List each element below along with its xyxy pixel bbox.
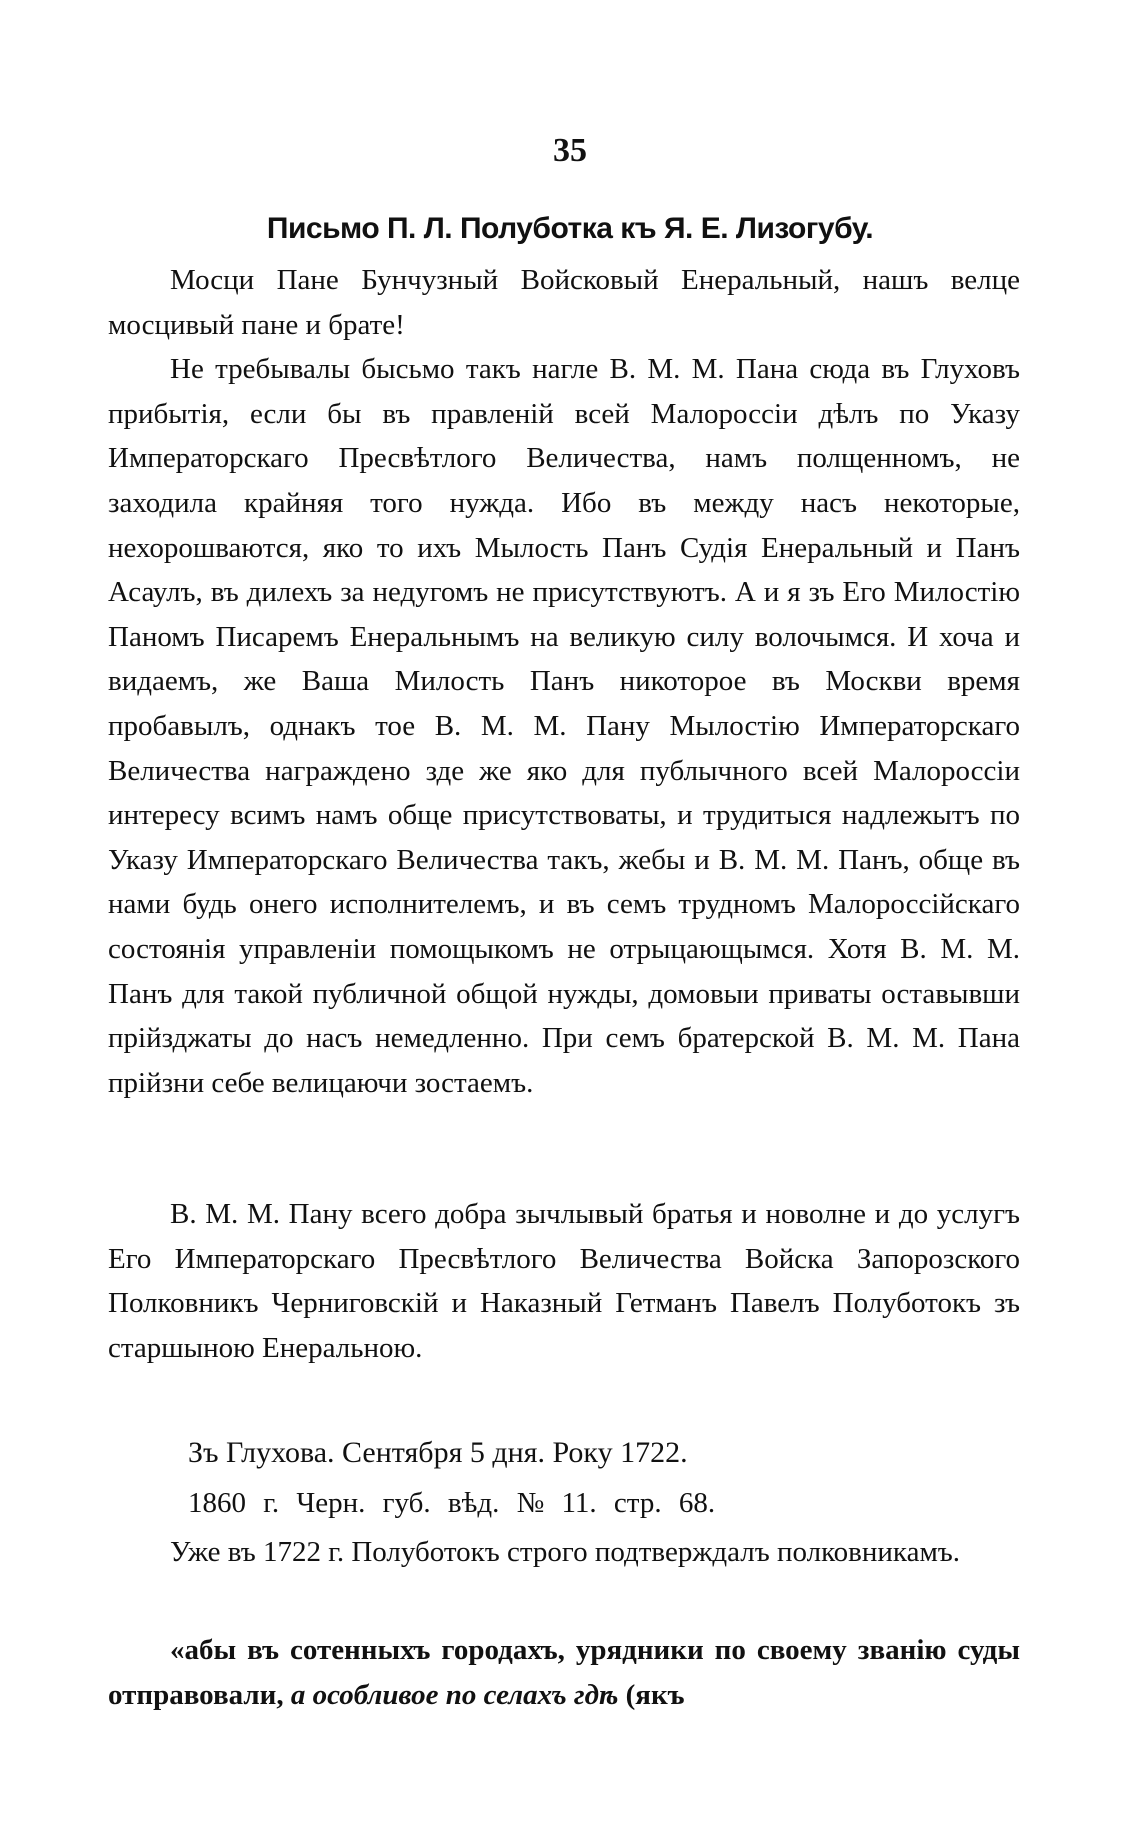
letter-text [108,258,1020,1105]
commentary-paragraph [108,1530,1020,1575]
quote-italic: а особливое по селахъ гдѣ [290,1678,619,1711]
letter-salutation: Мосци Пане Бунчузный Войсковый Енеральный, нашъ велце мосцивый пане и брате! [108,264,1020,341]
letter-body: Не требывалы бысьмо такъ нагле В. М. М. Пана сюда въ Глуховъ прибытія, если бы въ правленій всей Малороссіи дѣлъ по Указу Императорскаго Пресвѣтлого Величества, намъ полщенномъ, не заходила крайняя того нужда. Ибо въ между насъ некоторые, нехорошваются, яко то ихъ Мылость Панъ Судія Енеральный и Панъ Асаулъ, въ дилехъ за недугомъ не присутствуютъ. А и я зъ Его Милостію Паномъ Писаремъ Енеральнымъ на великую силу волочымся. И хоча и видаемъ, же Ваша Милость Панъ никоторое въ Москви время пробавылъ, однакъ тое В. М. М. Пану Мылостію Императорскаго Величества награждено зде же яко для публычного всей Малороссіи интересу всимъ намъ обще присутствоваты, и трудитыся надлежытъ по Указу Императорскаго Величества такъ, жебы и В. М. М. Панъ, обще въ нами будь онего исполнителемъ, и въ семъ трудномъ Малороссійскаго состоянія управленіи помощыкомъ не отрыцающымся. Хотя В. М. М. Панъ для такой публичной общой нужды, домовыи приваты оставывши прійзджаты до насъ немедленно. При семъ братерской В. М. М. Пана прійзни себе велицаючи зостаемъ. [108,353,1020,1099]
page-number: 35 [553,132,587,169]
quote-text [108,1628,1020,1717]
letter-closing [108,1192,1020,1370]
source-citation: 1860 г. Черн. губ. вѣд. № 11. стр. 68. [188,1487,716,1519]
letter-heading: Письмо П. Л. Полуботка къ Я. Е. Лизогубу. [266,212,874,245]
quote-start: «абы въ сотенныхъ городахъ, урядники по своему званію суды отправовали, [108,1634,1020,1711]
closing-text: В. М. М. Пану всего добра зычлывый братья и новолне и до услугъ Его Императорскаго Пресвѣтлого Величества Войска Запорозского Полковникъ Черниговскій и Наказный Гетманъ Павелъ Полуботокъ зъ старшыною Енеральною. [108,1198,1020,1364]
commentary-text: Уже въ 1722 г. Полуботокъ строго подтверждалъ полковникамъ. [170,1536,961,1568]
quote-end: (якъ [625,1678,685,1711]
place-date-line: Зъ Глухова. Сентября 5 дня. Року 1722. [188,1436,688,1469]
quote-paragraph [108,1628,1020,1717]
